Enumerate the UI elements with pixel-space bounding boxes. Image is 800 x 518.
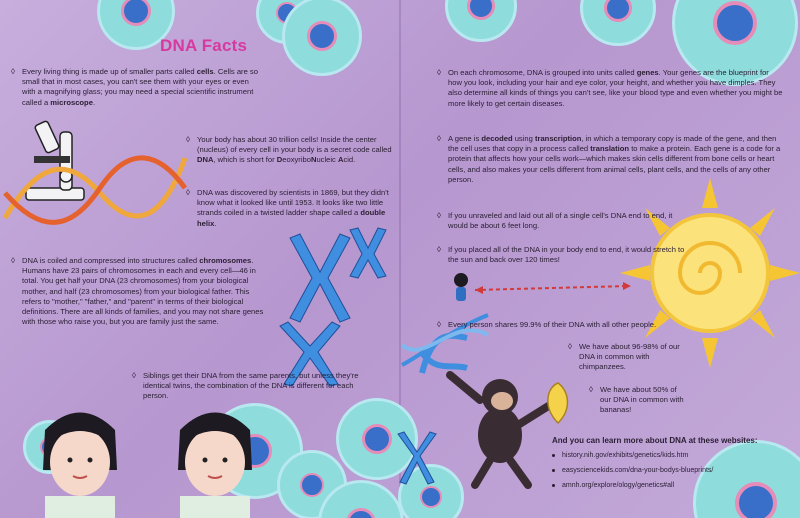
cell-illustration <box>445 0 517 42</box>
fact-six-feet: ◊ If you unraveled and laid out all of a single cell's DNA end to end, it would be about 6 feet long. <box>437 211 673 231</box>
fact-shared-dna: ◊ Every person shares 99.9% of their DNA with all other people. <box>437 320 657 329</box>
diamond-bullet-icon: ◊ <box>437 320 441 329</box>
fact-chromosomes: ◊ DNA is coiled and compressed into structures called chromosomes. Humans have 23 pairs of chromosomes in each and every cell—46 in total. You get half your DNA (23 chromosomes) from your biological mother, and half (23 chromosomes) from your biological father. This refers to "mother," "father," and "parent" in terms of their biological definitions. There are all kinds of families, and you may not share genes with those who raise you, but you are family just the same. <box>11 256 264 327</box>
fact-bananas: ◊ We have about 50% of our DNA in common with bananas! <box>589 385 684 415</box>
child-to-sun-arrow-illustration <box>447 270 637 310</box>
diamond-bullet-icon: ◊ <box>437 245 441 254</box>
diamond-bullet-icon: ◊ <box>132 371 136 380</box>
chromosome-illustration <box>392 428 442 488</box>
diamond-bullet-icon: ◊ <box>186 188 190 197</box>
dna-helix-illustration <box>400 310 490 370</box>
fact-trillion-cells: ◊ Your body has about 30 trillion cells! Inside the center (nucleus) of every cell in your body is a secret code called DNA, which is short for DeoxyriboNucleic Acid. <box>186 135 392 165</box>
chromosome-illustration <box>270 218 405 388</box>
fact-cells: ◊ Every living thing is made up of smaller parts called cells. Cells are so small that in most cases, you can't see them with your eyes or even with a magnifying glass; you may need a special scientific instrument called a microscope. <box>11 67 258 107</box>
page-title: DNA Facts <box>160 36 248 55</box>
cell-illustration <box>282 0 362 76</box>
cell-illustration <box>693 440 800 518</box>
diamond-bullet-icon: ◊ <box>11 256 15 265</box>
diamond-bullet-icon: ◊ <box>11 67 15 76</box>
website-link[interactable]: history.nih.gov/exhibits/genetics/kids.htm <box>552 452 688 459</box>
bullet-icon <box>552 484 555 487</box>
bullet-icon <box>552 469 555 472</box>
sun-illustration <box>620 178 800 368</box>
diamond-bullet-icon: ◊ <box>437 68 441 77</box>
website-link[interactable]: amnh.org/explore/ology/genetics#all <box>552 482 674 489</box>
diamond-bullet-icon: ◊ <box>186 135 190 144</box>
fact-chimpanzees: ◊ We have about 96-98% of our DNA in common with chimpanzees. <box>568 342 680 372</box>
website-link[interactable]: easysciencekids.com/dna-your-bodys-blueprints/ <box>552 467 713 474</box>
websites-heading: And you can learn more about DNA at these websites: <box>552 436 758 445</box>
cell-illustration <box>580 0 656 46</box>
fact-genes: ◊ On each chromosome, DNA is grouped into units called genes. Your genes are the blueprint for how you look, including your hair and eye color, your height, and whether you have dimples. They also determine all kinds of things you can't see, like your blood type and even whether you might be more likely to get certain diseases. <box>437 68 783 108</box>
fact-to-the-sun: ◊ If you placed all of the DNA in your body end to end, it would stretch to the sun and back over 120 times! <box>437 245 685 265</box>
dna-helix-strand-illustration <box>0 148 190 228</box>
bullet-icon <box>552 454 555 457</box>
fact-siblings: ◊ Siblings get their DNA from the same parents, but unless they're identical twins, the combination of the DNA is different for each person. <box>132 371 359 401</box>
diamond-bullet-icon: ◊ <box>437 134 441 143</box>
twin-girls-illustration <box>25 400 265 518</box>
fact-double-helix: ◊ DNA was discovered by scientists in 1869, but they didn't know what it looked like until 1953. It looks like two little strands coiled in a twisted ladder shape called a double helix. <box>186 188 389 228</box>
fact-transcription: ◊ A gene is decoded using transcription, in which a temporary copy is made of the gene, and then the cell uses that copy in a process called translation to make a protein. Each gene is a code for a protein that affects how your cells work—which makes skin cells different from bone cells or heart cells, and also makes your cells different from animal cells, plant cells, and the cells of any other person. <box>437 134 781 184</box>
diamond-bullet-icon: ◊ <box>589 385 593 394</box>
diamond-bullet-icon: ◊ <box>437 211 441 220</box>
banana-icon <box>538 378 578 428</box>
diamond-bullet-icon: ◊ <box>568 342 572 351</box>
